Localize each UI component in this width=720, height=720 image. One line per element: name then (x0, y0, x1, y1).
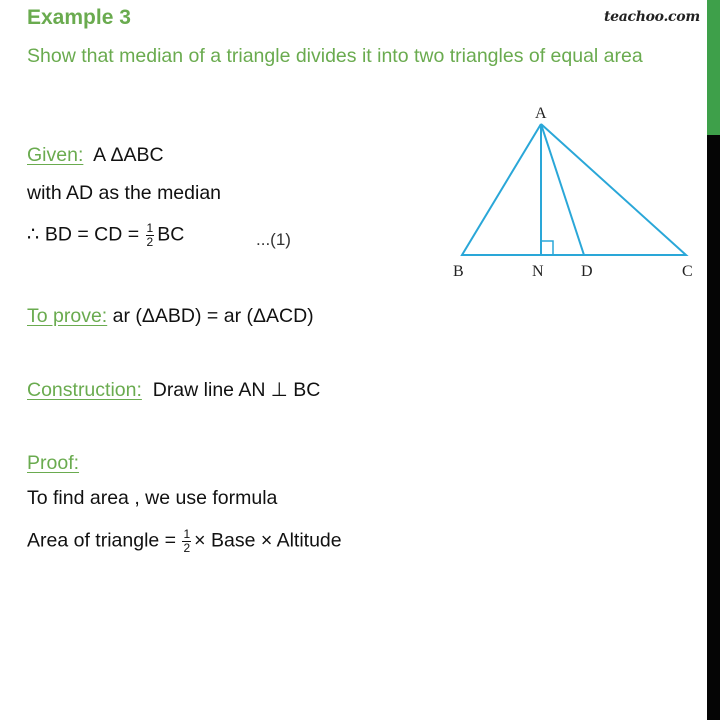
to-prove-line (27, 305, 314, 328)
triangle-diagram (445, 102, 705, 287)
vertex-d-label: D (581, 263, 593, 280)
bd-eq-lhs: ∴ BD = CD = (27, 223, 140, 246)
vertex-c-label: C (682, 263, 693, 280)
median-line: with AD as the median (27, 182, 222, 204)
problem-statement: Show that median of a triangle divides it into two triangles of equal area (27, 45, 643, 67)
construction-label: Construction: (27, 379, 142, 401)
sidebar-green-bar (707, 0, 720, 135)
proof-line-1: To find area , we use formula (27, 487, 278, 509)
triangle-abc (462, 124, 686, 255)
given-label: Given: (27, 144, 84, 166)
example-heading: Example 3 (27, 6, 131, 29)
vertex-a-label: A (535, 105, 547, 122)
construction-line (27, 378, 320, 402)
construction-text: Draw line AN ⊥ BC (152, 379, 321, 401)
given-line (27, 144, 164, 167)
half-fraction (146, 222, 155, 249)
bd-cd-equation (27, 222, 184, 249)
given-text: A ΔABC (93, 144, 164, 166)
vertex-n-label: N (532, 263, 544, 280)
fraction-denominator: 2 (146, 235, 154, 249)
proof-label-line (27, 452, 79, 475)
area-formula (27, 528, 342, 555)
sidebar-black-bar (707, 135, 720, 720)
formula-rhs: × Base × Altitude (194, 529, 342, 552)
bd-eq-rhs: BC (157, 223, 185, 246)
formula-denominator: 2 (183, 541, 191, 555)
vertex-b-label: B (453, 263, 464, 280)
formula-fraction (182, 528, 191, 555)
equation-ref: ...(1) (256, 230, 291, 249)
triangle-lines (462, 124, 686, 255)
to-prove-label: To prove: (27, 305, 108, 327)
to-prove-text: ar (ΔABD) = ar (ΔACD) (112, 305, 314, 327)
fraction-numerator: 1 (146, 221, 154, 235)
right-angle-mark (541, 241, 553, 255)
brand-logo: teachoo.com (604, 9, 700, 25)
formula-numerator: 1 (183, 527, 191, 541)
proof-label: Proof: (27, 452, 80, 474)
formula-lhs: Area of triangle = (27, 529, 177, 552)
